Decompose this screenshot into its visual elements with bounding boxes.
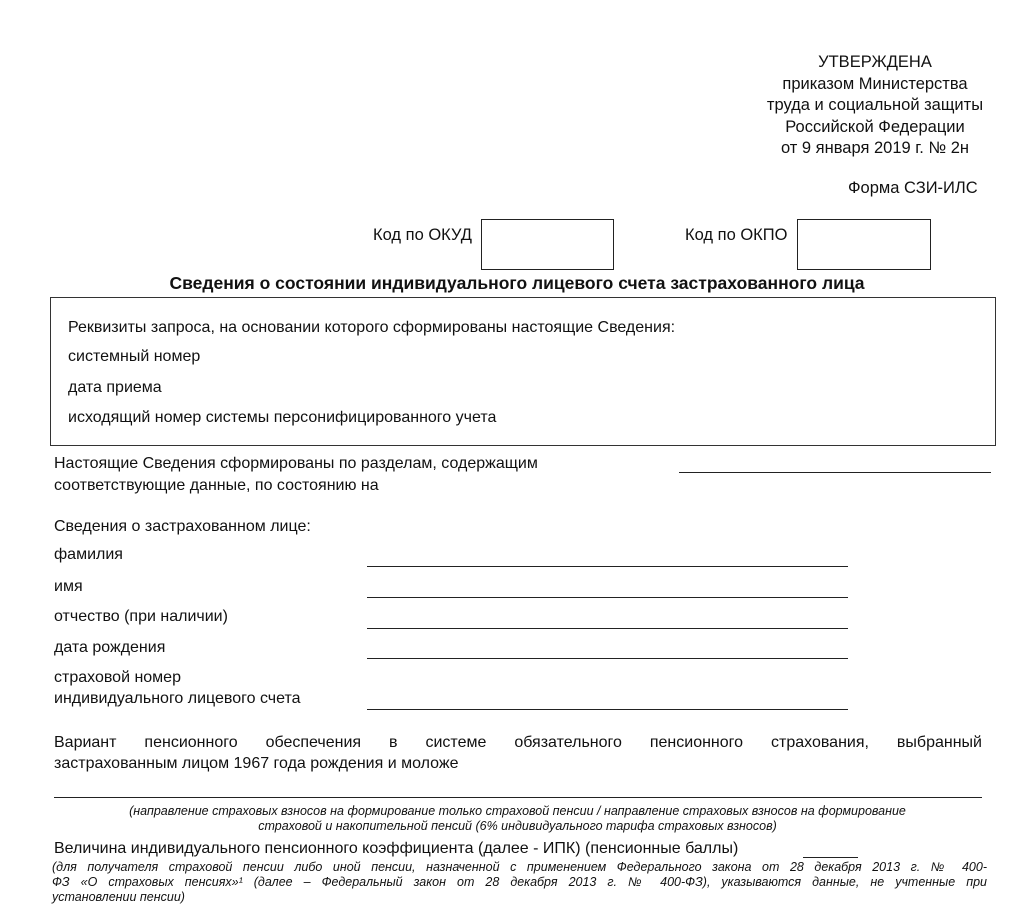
okpo-code-field[interactable] [797,219,931,270]
outgoing-number-label: исходящий номер системы персонифицированного учета [68,409,497,426]
ipk-note-line: установлении пенсии) [52,890,185,904]
approval-line: от 9 января 2019 г. № 2н [780,139,970,157]
pension-option-field[interactable] [54,797,982,798]
account-label-line1: страховой номер [54,669,181,686]
ipk-note [52,860,987,905]
system-number-label: системный номер [68,348,201,365]
document-title: Сведения о состоянии индивидуального лицевого счета застрахованного лица [169,273,865,293]
form-name: Форма СЗИ-ИЛС [848,179,978,197]
insured-heading: Сведения о застрахованном лице: [54,518,311,535]
formed-text-line2: соответствующие данные, по состоянию на [54,477,379,494]
formed-text-line1: Настоящие Сведения сформированы по разделам, содержащим [54,455,538,472]
pension-note-line: страховой и накопительной пенсий (6% индивидуального тарифа страховых взносов) [258,819,777,833]
name-label: имя [54,578,83,595]
birth-date-field[interactable] [367,658,848,659]
birth-date-label: дата рождения [54,639,166,656]
approval-line: приказом Министерства [782,74,968,93]
patronymic-label: отчество (при наличии) [54,608,228,625]
request-heading: Реквизиты запроса, на основании которого сформированы настоящие Сведения: [68,319,676,336]
patronymic-field[interactable] [367,628,848,629]
account-label-line2: индивидуального лицевого счета [54,690,301,707]
approval-heading: УТВЕРЖДЕНА [818,53,932,71]
surname-field[interactable] [367,566,848,567]
account-number-field[interactable] [367,709,848,710]
approval-line: Российской Федерации [785,117,965,136]
approval-line: труда и социальной защиты [766,96,984,114]
pension-option-line2: застрахованным лицом 1967 года рождения и моложе [54,755,459,772]
ipk-note-line: (для получателя страховой пенсии либо иной пенсии, назначенной с применением Федерального закона от 28 декабря 2013 г. № 400- [52,860,987,874]
receipt-date-label: дата приема [68,379,162,396]
okud-label: Код по ОКУД [373,226,472,244]
okpo-label: Код по ОКПО [685,226,788,244]
pension-note-line: (направление страховых взносов на формирование только страховой пенсии / направление страховых взносов на формирование [129,804,906,818]
ipk-note-line: ФЗ «О страховых пенсиях»¹ (далее – Федеральный закон от 28 декабря 2013 г. № 400-ФЗ), указываются данные, не учтенные при [52,875,987,889]
ipk-label: Величина индивидуального пенсионного коэффициента (далее - ИПК) (пенсионные баллы) [54,840,739,857]
okud-code-field[interactable] [481,219,614,270]
pension-option-note [30,804,1005,834]
approval-stamp [740,52,1010,160]
pension-option-line1: Вариант пенсионного обеспечения в системе обязательного пенсионного страхования, выбранный [54,734,982,751]
name-field[interactable] [367,597,848,598]
as-of-date-field[interactable] [679,472,991,473]
ipk-value-field[interactable] [803,857,858,858]
surname-label: фамилия [54,546,123,563]
